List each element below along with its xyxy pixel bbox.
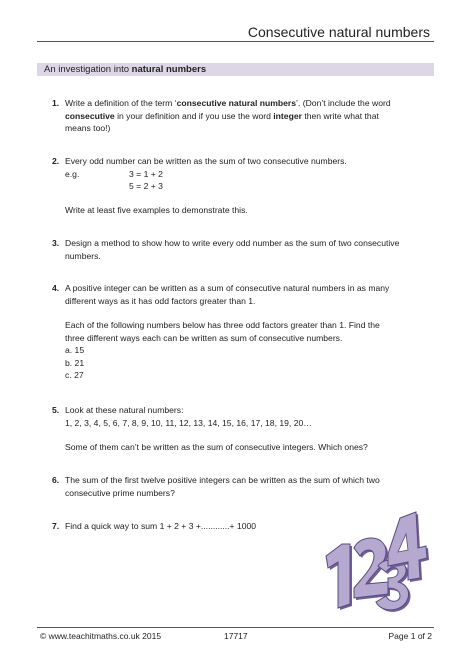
text-bold: consecutive natural numbers: [176, 98, 297, 108]
question-2: [52, 155, 435, 216]
text-bold: consecutive: [65, 110, 115, 121]
question-text: consecutive prime numbers?: [65, 487, 175, 498]
example-label: e.g.: [65, 168, 80, 179]
footer-divider: [37, 627, 434, 628]
question-text: Each of the following numbers below has three odd factors greater than 1. Find the: [65, 320, 380, 330]
question-5: [52, 404, 435, 454]
question-text: Write at least five examples to demonstrate this.: [65, 204, 248, 215]
example-equation: 3 = 1 + 2: [129, 168, 163, 179]
question-number: 6.: [52, 475, 60, 485]
sub-item: a. 15: [65, 345, 85, 355]
question-text: Design a method to show how to write every odd number as the sum of two consecutive: [65, 238, 400, 248]
text-run: Write a definition of the term ‘: [65, 98, 177, 108]
question-number: 2.: [52, 156, 60, 166]
section-heading-bold: natural numbers: [131, 64, 207, 75]
header-divider: [37, 41, 434, 42]
question-6: [52, 474, 435, 499]
question-text: Every odd number can be written as the sum of two consecutive numbers.: [65, 156, 347, 166]
text-run: in your definition and if you use the word: [114, 110, 274, 121]
section-heading-prefix: An investigation into: [44, 64, 132, 75]
question-text: A positive integer can be written as a sum of consecutive natural numbers in as many: [65, 283, 390, 293]
question-text: The sum of the first twelve positive integers can be written as the sum of which two: [65, 475, 380, 485]
sub-item: b. 21: [65, 357, 85, 368]
text-bold: integer: [273, 110, 302, 121]
digit-1-graphic: [326, 544, 352, 610]
question-text: 1, 2, 3, 4, 5, 6, 7, 8, 9, 10, 11, 12, 13, 14, 15, 16, 17, 18, 19, 20…: [65, 417, 312, 428]
question-number: 5.: [52, 405, 60, 415]
footer-copyright: © www.teachitmaths.co.uk 2015: [40, 631, 162, 641]
question-text: numbers.: [65, 250, 101, 261]
question-1: [52, 97, 435, 135]
text-run: ’. (Don’t include the word: [296, 98, 391, 108]
digit-4-graphic: [388, 512, 429, 582]
question-text: [65, 110, 435, 123]
question-number: 3.: [52, 238, 60, 248]
question-text: means too!): [65, 123, 111, 133]
example-equation: 5 = 2 + 3: [129, 181, 163, 191]
question-text: Some of them can’t be written as the sum of consecutive integers. Which ones?: [65, 442, 368, 452]
question-text: Find a quick way to sum 1 + 2 + 3 +............+ 1000: [65, 521, 257, 531]
sub-item-list: [65, 344, 435, 382]
question-4: [52, 282, 435, 382]
question-text: different ways as it has odd factors greater than 1.: [65, 295, 256, 306]
footer-page-number: Page 1 of 2: [388, 631, 432, 641]
numbers-graphic: [318, 506, 436, 622]
question-3: [52, 237, 435, 262]
question-number: 1.: [52, 98, 60, 108]
question-number: 4.: [52, 283, 60, 293]
sub-item: c. 27: [65, 370, 84, 380]
example-row: [65, 168, 435, 181]
example-row: [65, 180, 435, 193]
section-heading: [44, 63, 206, 76]
text-run: then write what that: [301, 110, 379, 121]
footer-resource-id: 17717: [224, 631, 248, 641]
question-text: three different ways each can be written as sum of consecutive numbers.: [65, 332, 343, 343]
question-number: 7.: [52, 521, 60, 531]
page-title: Consecutive natural numbers: [247, 24, 430, 40]
question-text: [65, 97, 435, 110]
question-text: Look at these natural numbers:: [65, 405, 184, 415]
